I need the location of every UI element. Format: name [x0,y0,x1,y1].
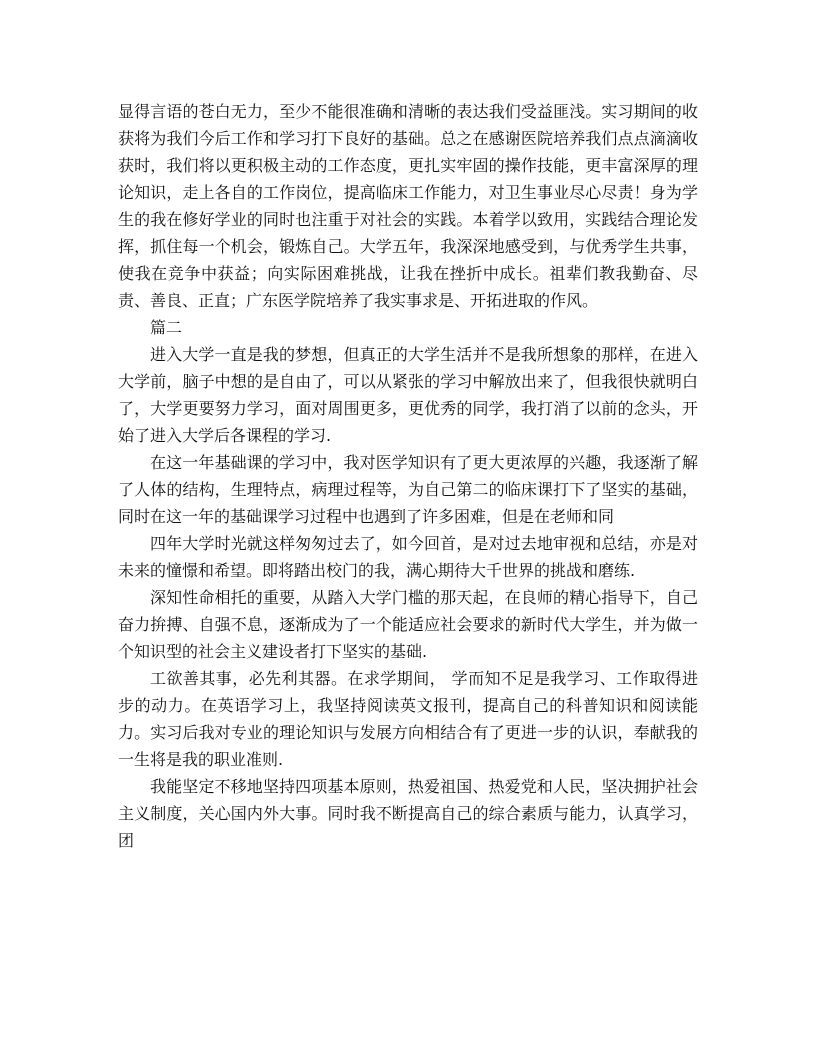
paragraph-continuation: 显得言语的苍白无力，至少不能很准确和清晰的表达我们受益匪浅。实习期间的收获将为我们今后工作和学习打下良好的基础。总之在感谢医院培养我们点点滴滴收获时，我们将以更积极主动的工作态度，更扎实牢固的操作技能，更丰富深厚的理论知识，走上各自的工作岗位，提高临床工作能力，对卫生事业尽心尽责！身为学生的我在修好学业的同时也注重于对社会的实践。本着学以致用，实践结合理论发挥，抓住每一个机会，锻炼自己。大学五年，我深深地感受到，与优秀学生共事，使我在竞争中获益；向实际困难挑战，让我在挫折中成长。祖辈们教我勤奋、尽责、善良、正直；广东医学院培养了我实事求是、开拓进取的作风。 [118,102,698,310]
paragraph: 深知性命相托的重要，从踏入大学门槛的那天起，在良师的精心指导下，自己奋力拚搏、自强不息，逐渐成为了一个能适应社会要求的新时代大学生，并为做一个知识型的社会主义建设者打下坚实的基础. [118,588,698,661]
paragraph: 我能坚定不移地坚持四项基本原则，热爱祖国、热爱党和人民，坚决拥护社会主义制度，关心国内外大事。同时我不断提高自己的综合素质与能力，认真学习，团 [118,777,698,850]
paragraph: 工欲善其事，必先利其器。在求学期间， 学而知不足是我学习、工作取得进步的动力。在英语学习上，我坚持阅读英文报刊，提高自己的科普知识和阅读能力。实习后我对专业的理论知识与发展方向相结合有了更进一步的认识，奉献我的一生将是我的职业准则. [118,669,698,769]
paragraph: 进入大学一直是我的梦想，但真正的大学生活并不是我所想象的那样，在进入大学前，脑子中想的是自由了，可以从紧张的学习中解放出来了，但我很快就明白了，大学更要努力学习，面对周围更多，更优秀的同学，我打消了以前的念头，开始了进入大学后各课程的学习. [118,345,698,445]
paragraph: 在这一年基础课的学习中，我对医学知识有了更大更浓厚的兴趣，我逐渐了解了人体的结构，生理特点，病理过程等，为自己第二的临床课打下了坚实的基础，同时在这一年的基础课学习过程中也遇到了许多困难，但是在老师和同 [118,453,698,526]
document-page [118,98,698,854]
section-heading: 篇二 [150,318,183,337]
paragraph: 四年大学时光就这样匆匆过去了，如今回首，是对过去地审视和总结，亦是对未来的憧憬和希望。即将踏出校门的我，满心期待大千世界的挑战和磨练. [118,534,698,580]
